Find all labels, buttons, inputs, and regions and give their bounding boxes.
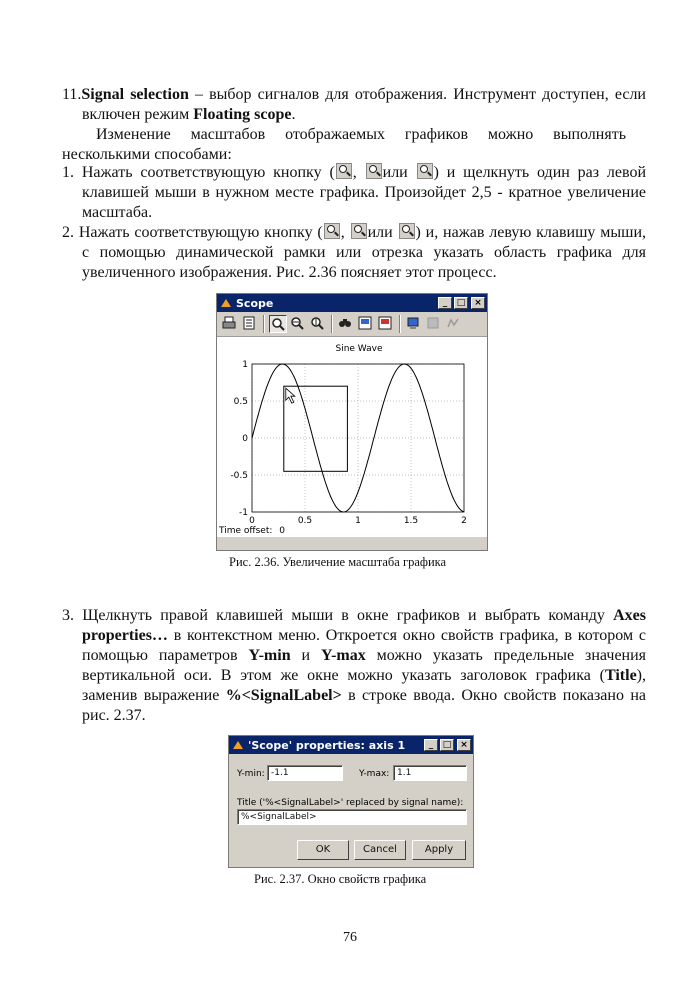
scope-toolbar bbox=[217, 312, 487, 337]
time-offset-value: 0 bbox=[279, 526, 285, 536]
floating-scope-icon[interactable] bbox=[405, 315, 423, 333]
figure-caption-2-37 bbox=[254, 872, 426, 887]
parameters-icon[interactable] bbox=[241, 315, 259, 333]
toolbar-separator bbox=[399, 315, 401, 333]
zoom-rectangle bbox=[284, 386, 348, 471]
close-button[interactable]: × bbox=[471, 297, 485, 309]
zoom-x-icon bbox=[351, 223, 367, 239]
item-3-text-c: можно указать предельные значения вертикальной оси. В этом же окне можно указать заголовок графика ( bbox=[82, 647, 647, 684]
x-tick-label: 0 bbox=[249, 516, 255, 526]
ymax-field[interactable]: 1.1 bbox=[393, 765, 467, 781]
plot-title: Sine Wave bbox=[335, 344, 383, 354]
toolbar-separator bbox=[263, 315, 265, 333]
autoscale-icon[interactable] bbox=[337, 315, 355, 333]
term-axes-properties: Axes properties… bbox=[82, 607, 646, 644]
page-number-text: 76 bbox=[343, 930, 357, 945]
ymax-label: Y-max: bbox=[359, 769, 390, 779]
time-offset-label: Time offset: bbox=[219, 526, 273, 536]
y-tick-label: -0.5 bbox=[230, 471, 248, 481]
ymin-label: Y-min: bbox=[237, 769, 265, 779]
save-axes-icon[interactable] bbox=[357, 315, 375, 333]
properties-titlebar[interactable] bbox=[229, 736, 473, 754]
maximize-button[interactable]: □ bbox=[454, 297, 468, 309]
ok-button[interactable]: OK bbox=[297, 840, 349, 860]
figure-caption-2-36 bbox=[229, 555, 446, 570]
term-signal-label: %<SignalLabel> bbox=[225, 687, 342, 704]
matlab-app-icon bbox=[232, 739, 244, 751]
mouse-cursor-icon bbox=[286, 388, 295, 403]
and-text: и bbox=[290, 647, 321, 664]
y-tick-label: -1 bbox=[239, 508, 248, 518]
zoom-icon bbox=[336, 163, 352, 179]
toolbar-separator bbox=[331, 315, 333, 333]
properties-window bbox=[228, 735, 474, 868]
zoom-icon[interactable] bbox=[269, 315, 287, 333]
x-tick-label: 0.5 bbox=[297, 516, 313, 526]
zoom-x-icon[interactable] bbox=[289, 315, 307, 333]
maximize-button[interactable]: □ bbox=[440, 739, 454, 751]
term-y-min: Y-min bbox=[248, 647, 291, 664]
x-tick-label: 1 bbox=[355, 516, 361, 526]
title-field-label: Title ('%<SignalLabel>' replaced by signal name): bbox=[237, 798, 464, 808]
term-floating-scope: Floating scope bbox=[193, 106, 292, 123]
signal-selection-icon[interactable] bbox=[445, 315, 463, 333]
window-title: Scope bbox=[236, 296, 274, 310]
item-3-text-d: ), заменив выражение bbox=[82, 667, 646, 704]
lock-axes-icon[interactable] bbox=[425, 315, 443, 333]
term-y-max: Y-max bbox=[321, 647, 366, 664]
y-tick-label: 0 bbox=[242, 434, 248, 444]
item-2-paragraph bbox=[62, 223, 646, 283]
scope-plot[interactable] bbox=[217, 337, 487, 537]
intro-text: Изменение масштабов отображаемых графиков можно выполнять несколькими способами: bbox=[62, 126, 626, 163]
item-3-text-a: 3. Щелкнуть правой клавишей мыши в окне графиков и выбрать команду bbox=[62, 607, 614, 624]
term-title: Title bbox=[604, 667, 637, 684]
item-11-text: – выбор сигналов для отображения. Инструмент доступен, если включен режим bbox=[82, 86, 646, 123]
scope-window bbox=[216, 293, 488, 551]
item-3-paragraph bbox=[62, 606, 646, 726]
item-number: 11. bbox=[62, 86, 82, 103]
zoom-y-icon bbox=[399, 223, 415, 239]
minimize-button[interactable]: _ bbox=[424, 739, 438, 751]
page-number bbox=[0, 930, 700, 946]
item-1-text-a: 1. Нажать соответствующую кнопку ( bbox=[62, 164, 335, 181]
zoom-y-icon bbox=[417, 163, 433, 179]
item-2-text-a: 2. Нажать соответствующую кнопку ( bbox=[62, 224, 323, 241]
ymin-field[interactable]: -1.1 bbox=[267, 765, 343, 781]
item-3-text-e: в строке ввода. Окно свойств показано на рис. 2.37. bbox=[82, 687, 647, 724]
term-signal-selection: Signal selection bbox=[81, 86, 189, 103]
comma: , bbox=[352, 164, 365, 181]
minimize-button[interactable]: _ bbox=[438, 297, 452, 309]
item-11-end: . bbox=[291, 106, 296, 123]
y-tick-label: 0.5 bbox=[233, 397, 248, 407]
print-icon[interactable] bbox=[221, 315, 239, 333]
zoom-icon bbox=[324, 223, 340, 239]
time-offset bbox=[219, 526, 285, 536]
x-tick-label: 2 bbox=[461, 516, 467, 526]
close-button[interactable]: × bbox=[457, 739, 471, 751]
zoom-y-icon[interactable] bbox=[309, 315, 327, 333]
item-3-text-b: в контекстном меню. Откроется окно свойств графика, в котором с помощью параметров bbox=[82, 627, 646, 664]
restore-axes-icon[interactable] bbox=[377, 315, 395, 333]
cancel-button[interactable]: Cancel bbox=[354, 840, 406, 860]
scope-titlebar[interactable] bbox=[217, 294, 487, 312]
item-1-paragraph bbox=[62, 163, 646, 223]
y-tick-label: 1 bbox=[242, 360, 248, 370]
caption-text: Рис. 2.36. Увеличение масштаба графика bbox=[229, 555, 447, 569]
item-1-text-b: ) и щелкнуть один раз левой клавишей мыши в нужном месте графика. Произойдет 2,5 - кратное увеличение масштаба. bbox=[82, 164, 647, 221]
window-title: 'Scope' properties: axis 1 bbox=[248, 738, 406, 752]
zoom-x-icon bbox=[366, 163, 382, 179]
caption-text: Рис. 2.37. Окно свойств графика bbox=[254, 872, 427, 886]
x-tick-label: 1.5 bbox=[403, 516, 419, 526]
matlab-app-icon bbox=[220, 297, 232, 309]
comma: , bbox=[340, 224, 350, 241]
apply-button[interactable]: Apply bbox=[412, 840, 466, 860]
item-2-text-b: ) и, нажав левую клавишу мыши, с помощью динамической рамки или отрезка указать область графика для увеличенного изображения. Рис. 2.36 поясняет этот процесс. bbox=[82, 224, 647, 281]
intro-paragraph bbox=[62, 125, 626, 165]
item-11-paragraph bbox=[62, 85, 646, 125]
or-text: или bbox=[382, 164, 416, 181]
or-text: или bbox=[367, 224, 398, 241]
title-field[interactable]: %<SignalLabel> bbox=[237, 809, 467, 825]
